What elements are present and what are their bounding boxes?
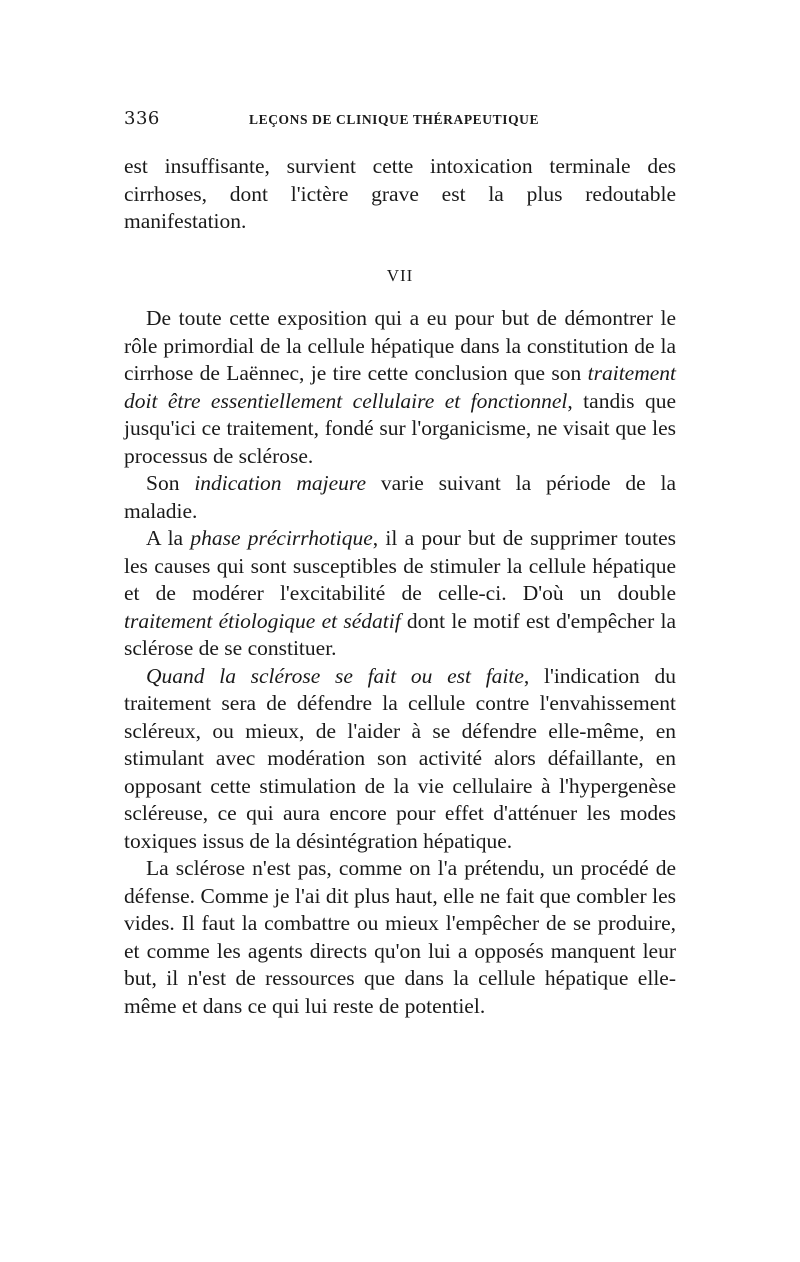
text-run: Son bbox=[146, 471, 195, 495]
section-heading: VII bbox=[386, 265, 414, 285]
text-run: , tandis que jusqu'ici ce traitement, fondé sur l'organicisme, ne visait que les processus de sclérose. bbox=[124, 388, 676, 468]
paragraph-sclerosis-treatment bbox=[124, 663, 676, 856]
paragraph-conclusion bbox=[124, 305, 676, 470]
paragraph-indication bbox=[124, 470, 676, 525]
paragraph-precirrhotic-phase bbox=[124, 525, 676, 663]
italic-phrase: indication majeure bbox=[194, 471, 367, 495]
italic-phrase: Quand la sclérose se fait ou est faite bbox=[146, 663, 524, 688]
continuation-paragraph: est insuffisante, survient cette intoxication terminale des cirrhoses, dont l'ictère grave est la plus redoutable manifestation. bbox=[124, 154, 676, 233]
running-title: LEÇONS DE CLINIQUE THÉRAPEUTIQUE bbox=[249, 112, 540, 127]
text-run: varie suivant la période de la maladie. bbox=[124, 471, 676, 523]
italic-phrase: phase précirrhotique bbox=[190, 526, 373, 550]
page-number: 336 bbox=[124, 108, 160, 129]
italic-phrase: traitement doit être essentiellement cellulaire et fonctionnel bbox=[124, 361, 676, 413]
text-run: , l'indication du traitement sera de défendre la cellule contre l'envahissement scléreux, ou mieux, de l'aider à se défendre elle-même, en stimulant avec modération son activité alors défaillante, en opposant cette stimulation de la vie cellulaire à l'hypergenèse scléreuse, ce qui aura encore pour effet d'atténuer les modes toxiques issus de la désintégration hépatique. bbox=[124, 663, 676, 853]
page-header bbox=[124, 108, 680, 138]
text-run: De toute cette exposition qui a eu pour but de démontrer le rôle primordial de la cellule hépatique dans la constitution de la cirrhose de Laënnec, je tire cette conclusion que son bbox=[124, 306, 676, 385]
body-text bbox=[124, 153, 676, 1020]
text-run: , il a pour but de supprimer toutes les causes qui sont susceptibles de stimuler la cellule hépatique et de modérer l'excitabilité de celle-ci. D'où un double bbox=[124, 526, 677, 605]
text-run: A la bbox=[146, 526, 191, 550]
italic-phrase: traitement étiologique et sédatif bbox=[124, 608, 401, 633]
paragraph-sclerosis-defense: La sclérose n'est pas, comme on l'a prétendu, un procédé de défense. Comme je l'ai dit plus haut, elle ne fait que combler les vides. Il faut la combattre ou mieux l'empêcher de se produire, et comme les agents directs qu'on lui a opposés manquent leur but, il n'est de ressources que dans la cellule hépatique elle-même et dans ce qui lui reste de potentiel. bbox=[124, 856, 676, 1018]
text-run: dont le motif est d'empêcher la sclérose de se constituer. bbox=[124, 608, 676, 660]
